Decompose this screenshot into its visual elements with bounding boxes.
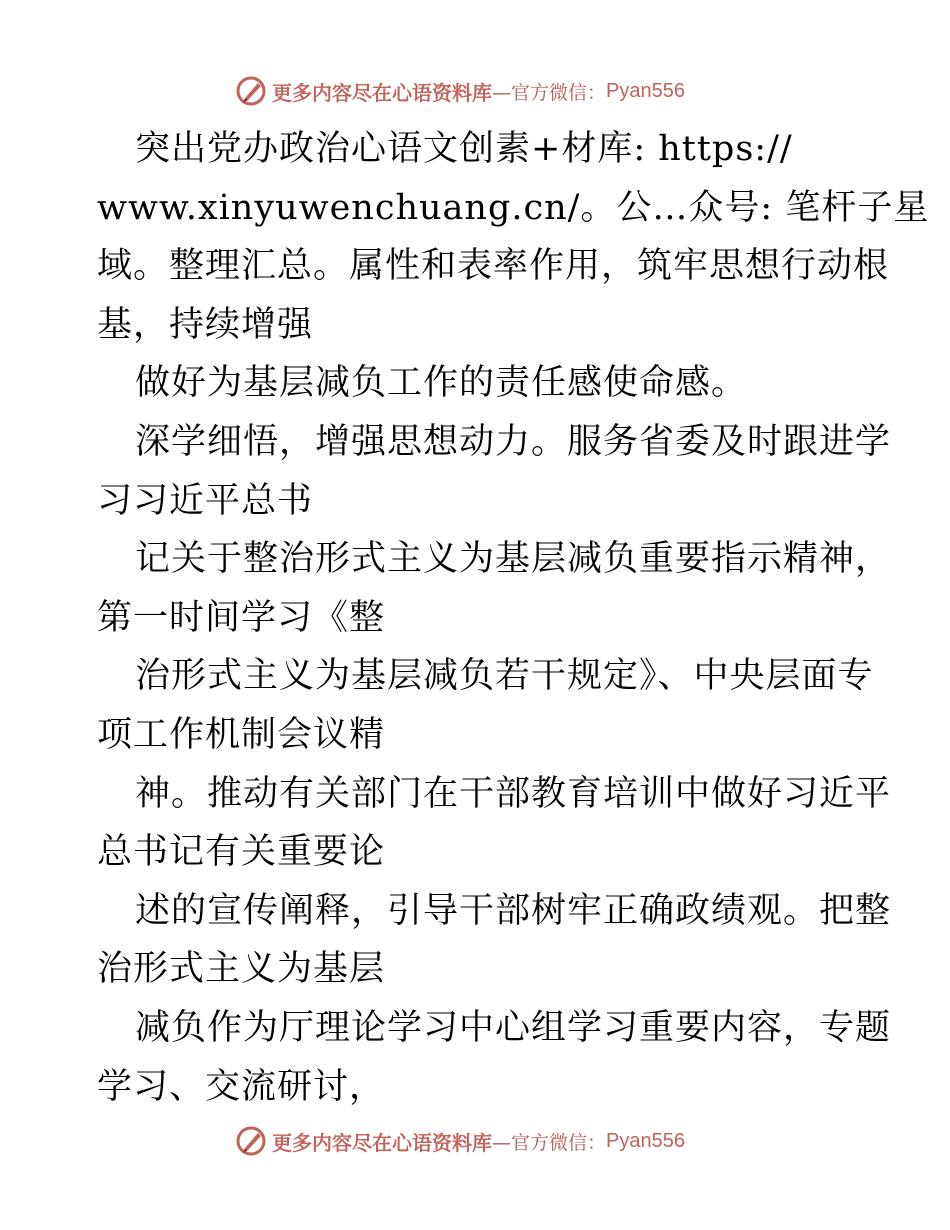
text-line: 减负作为厅理论学习中心组学习重要内容，专题 [135,1007,892,1048]
footer-watermark [236,1126,685,1156]
text-line: 域。整理汇总。属性和表率作用，筑牢思想行动根 [97,246,890,287]
text-line: 深学细悟，增强思想动力。服务省委及时跟进学 [135,421,892,462]
watermark-subtext: —官方微信： [492,81,607,104]
text-line: 做好为基层减负工作的责任感使命感。 [135,363,748,404]
text-line: 学习、交流研讨， [97,1066,386,1107]
document-body [97,120,930,1116]
text-line: 突出党办政治心语文创素+材库: https:// [135,129,793,169]
text-line: 习习近平总书 [97,480,314,521]
text-line: 治形式主义为基层减负若干规定》、中央层面专 [135,656,874,697]
watermark-text: 更多内容尽在心语资料库 [272,1130,492,1155]
text-line: www.xinyuwenchuang.cn/。公…众号: 笔杆子星 [97,187,930,228]
text-line: 基，持续增强 [97,304,314,345]
watermark-text: 更多内容尽在心语资料库 [272,80,492,105]
watermark-wechat-id: Pyan556 [606,79,685,102]
text-line: 述的宣传阐释，引导干部树牢正确政绩观。把整 [135,890,892,931]
text-line: 项工作机制会议精 [97,714,386,755]
pen-logo-icon [236,76,268,106]
text-line: 记关于整治形式主义为基层减负重要指示精神， [135,539,892,580]
text-line: 第一时间学习《整 [97,597,386,638]
text-line: 总书记有关重要论 [97,832,386,873]
header-watermark [236,76,685,106]
text-line: 神。推动有关部门在干部教育培训中做好习近平 [135,773,892,814]
pen-logo-icon [236,1126,268,1156]
text-line: 治形式主义为基层 [97,949,386,990]
watermark-wechat-id: Pyan556 [606,1129,685,1152]
watermark-subtext: —官方微信： [492,1131,607,1154]
